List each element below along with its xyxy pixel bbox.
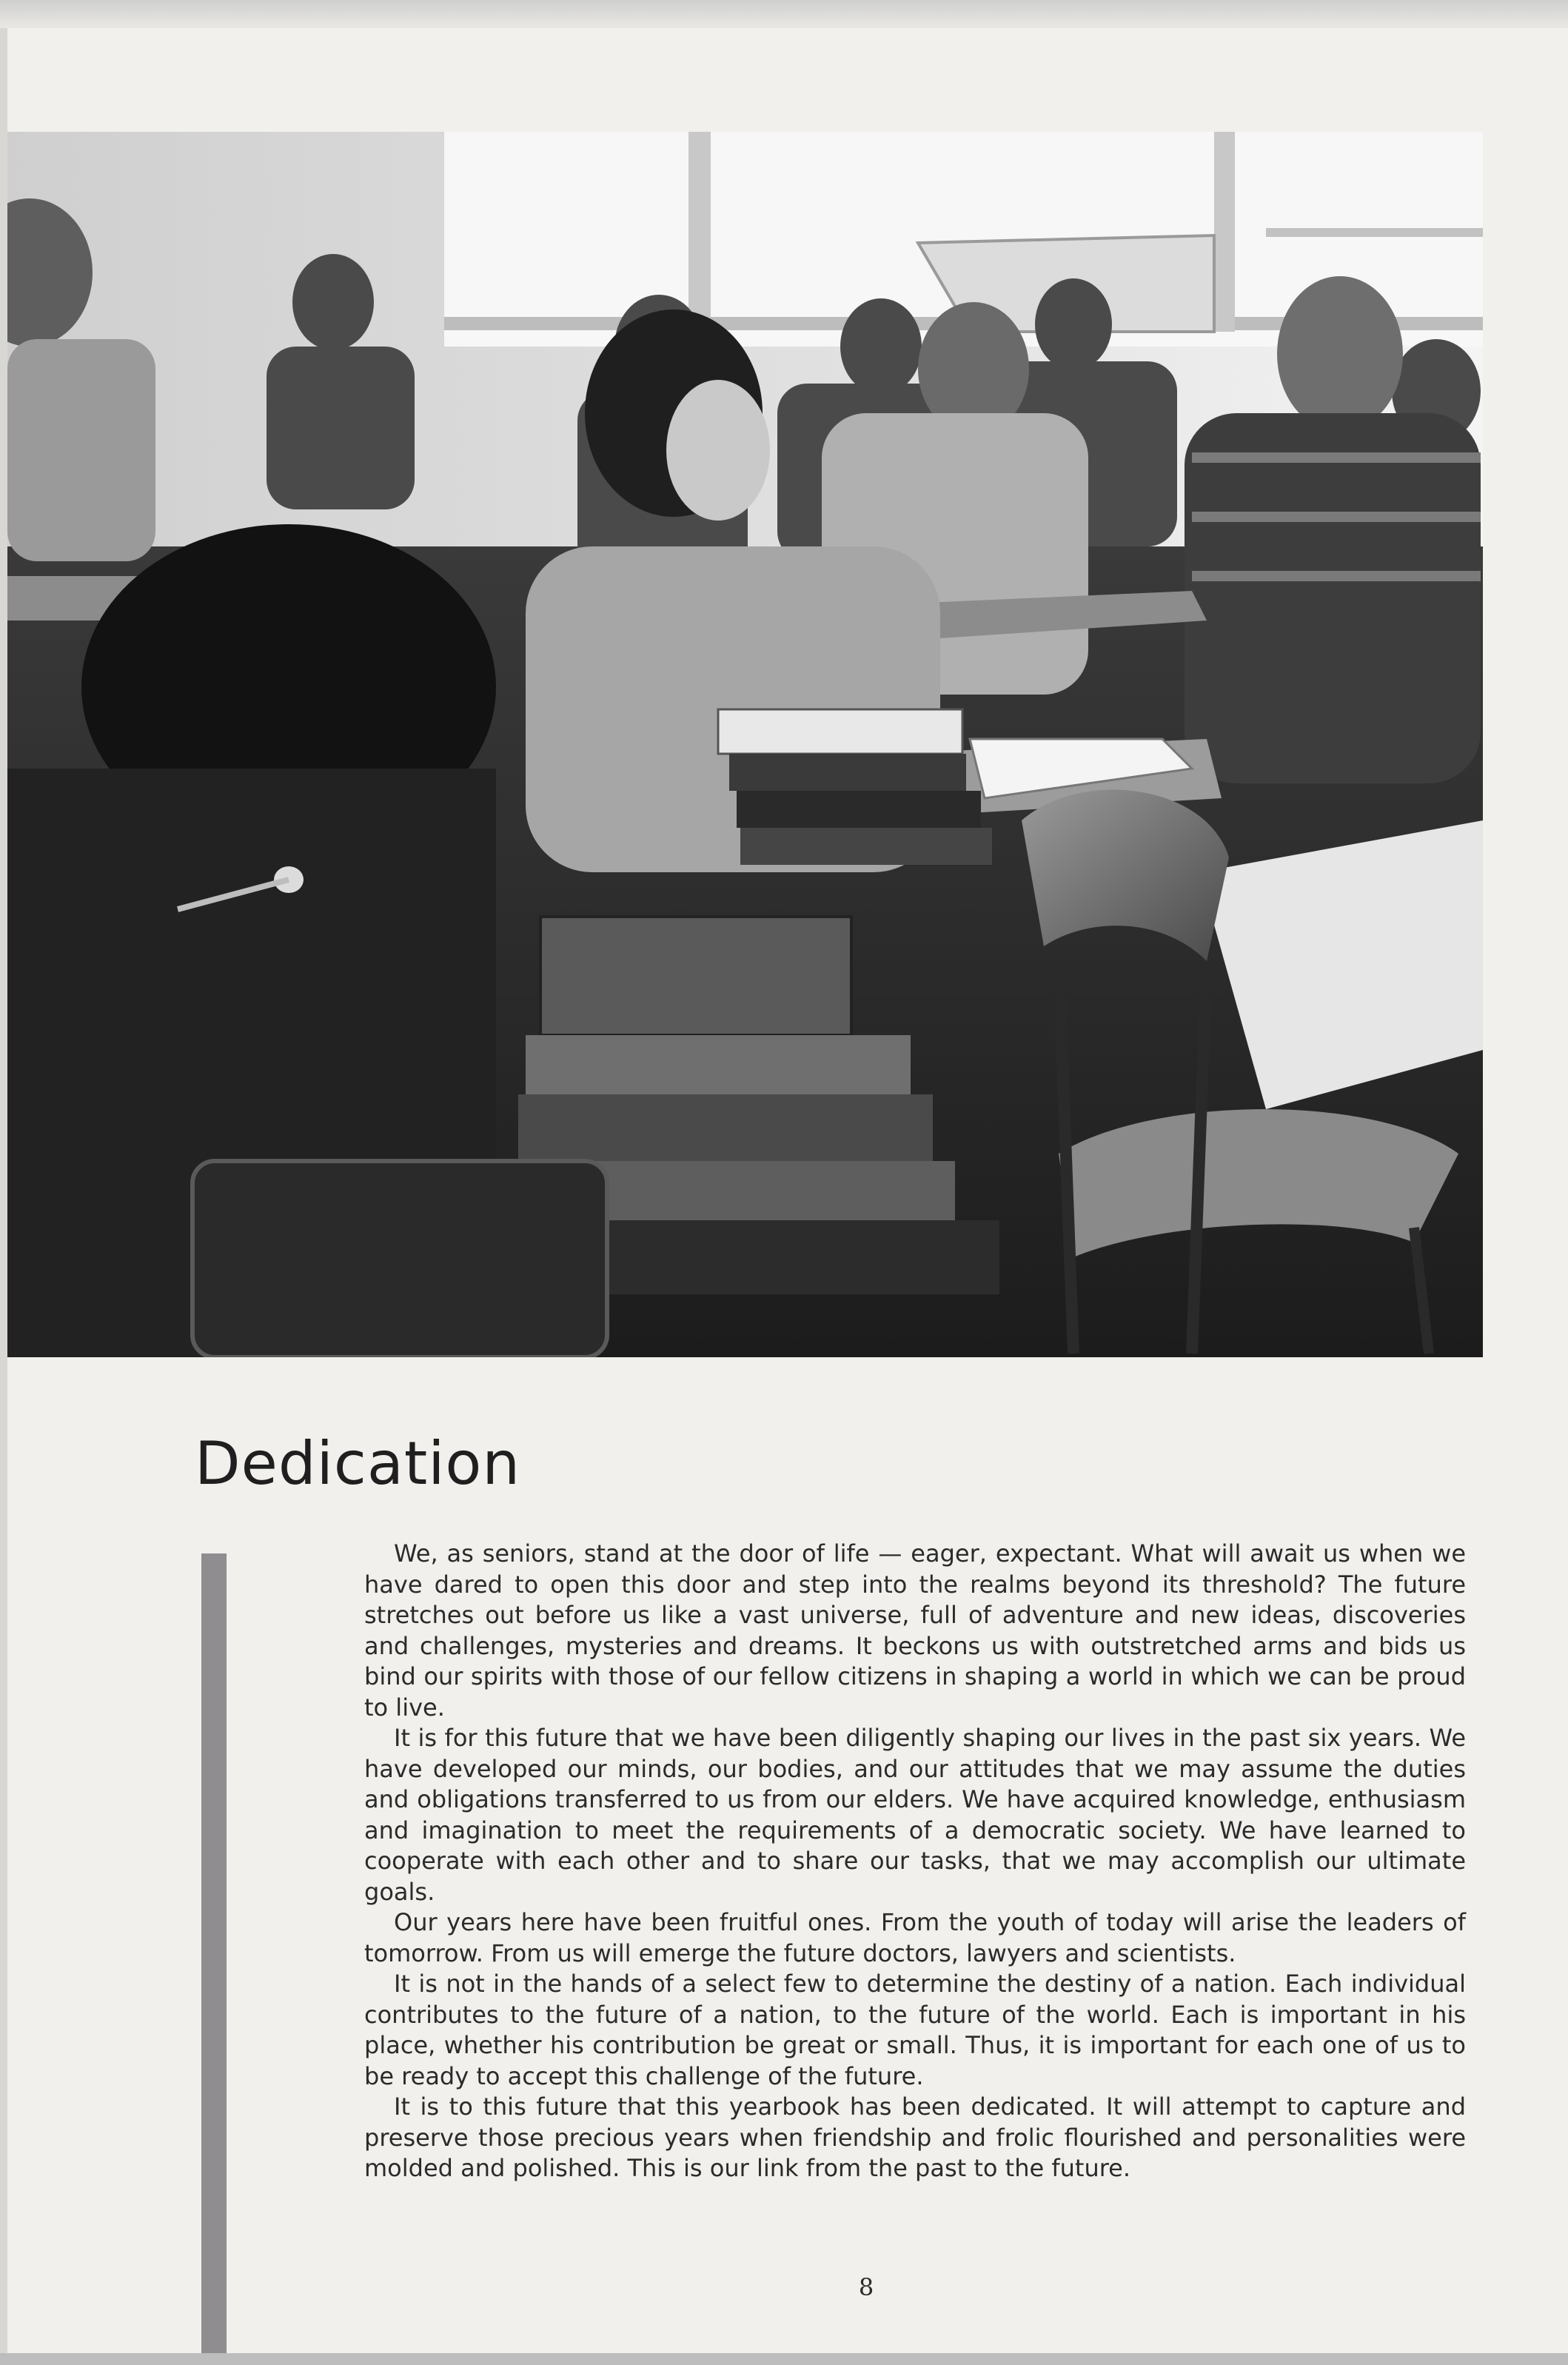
paragraph: It is to this future that this yearbook has been dedicated. It will attempt to capture and preserve those precious years when friendship and frolic flourished and personalities were molded and polished. This is our link from the past to the future. [364,2093,1466,2182]
page-left-edge [0,28,7,2365]
page-title: Dedication [195,1429,521,1498]
page-top-edge [0,0,1568,28]
classroom-photo [7,132,1483,1357]
paragraph: We, as seniors, stand at the door of life — eager, expectant. What will await us when we have dared to open this door and step into the realms beyond its threshold? The future stretches out before us like a vast universe, full of adventure and new ideas, discoveries and challenges, mysteries and dreams. It beckons us with outstretched arms and bids us bind our spirits with those of our fellow citizens in shaping a world in which we can be proud to live. [364,1539,1466,1722]
paragraph: It is for this future that we have been diligently shaping our lives in the past six years. We have developed our minds, our bodies, and our attitudes that we may assume the duties and obligations transferred to us from our elders. We have acquired knowledge, enthusiasm and imagination to meet the requirements of a democratic society. We have learned to cooperate with each other and to share our tasks, that we may accomplish our ultimate goals. [364,1724,1466,1906]
decorative-side-bar [201,1553,227,2362]
dedication-text [364,1539,1466,2184]
page-bottom-edge [0,2353,1568,2365]
page-number: 8 [858,2273,874,2301]
paragraph: Our years here have been fruitful ones. From the youth of today will arise the leaders of tomorrow. From us will emerge the future doctors, lawyers and scientists. [364,1908,1466,1967]
paragraph: It is not in the hands of a select few to determine the destiny of a nation. Each individual contributes to the future of a nation, to the future of the world. Each is important in his place, whether his contribution be great or small. Thus, it is important for each one of us to be ready to accept this challenge of the future. [364,1970,1466,2090]
